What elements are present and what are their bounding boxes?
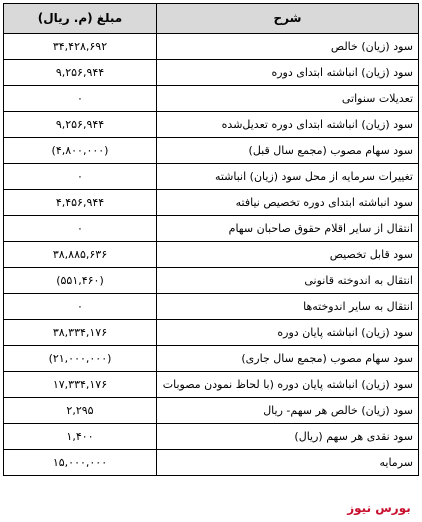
row-label: سود (زیان) انباشته ابتدای دوره تعدیل‌شده — [157, 112, 419, 138]
table-row — [4, 398, 419, 424]
table-row — [4, 346, 419, 372]
row-label: سود (زیان) انباشته ابتدای دوره — [157, 60, 419, 86]
row-value: (۲۱,۰۰۰,۰۰۰) — [4, 346, 157, 372]
table-row — [4, 242, 419, 268]
row-value: ۰ — [4, 294, 157, 320]
table-header-row — [4, 4, 419, 34]
row-value: (۵۵۱,۴۶۰) — [4, 268, 157, 294]
table-row — [4, 216, 419, 242]
row-value: ۳۸,۸۸۵,۶۳۶ — [4, 242, 157, 268]
table-row — [4, 138, 419, 164]
table-row — [4, 34, 419, 60]
row-value: ۱۷,۳۳۴,۱۷۶ — [4, 372, 157, 398]
table-row — [4, 372, 419, 398]
row-value: ۰ — [4, 216, 157, 242]
row-label: سرمایه — [157, 450, 419, 476]
row-value: ۴,۴۵۶,۹۴۴ — [4, 190, 157, 216]
row-value: ۹,۲۵۶,۹۴۴ — [4, 112, 157, 138]
table-row — [4, 320, 419, 346]
row-value: ۳۴,۴۲۸,۶۹۲ — [4, 34, 157, 60]
row-label: انتقال از سایر اقلام حقوق صاحبان سهام — [157, 216, 419, 242]
row-value: ۳۸,۳۳۴,۱۷۶ — [4, 320, 157, 346]
table-row — [4, 450, 419, 476]
row-label: انتقال به اندوخته قانونی — [157, 268, 419, 294]
row-label: تغییرات سرمایه از محل سود (زیان) انباشته — [157, 164, 419, 190]
row-label: انتقال به سایر اندوخته‌ها — [157, 294, 419, 320]
table-row — [4, 112, 419, 138]
row-value: (۴,۸۰۰,۰۰۰) — [4, 138, 157, 164]
row-value: ۰ — [4, 86, 157, 112]
table-row — [4, 60, 419, 86]
header-description: شرح — [157, 4, 419, 34]
profit-distribution-table — [3, 3, 419, 476]
row-label: سود انباشته ابتدای دوره تخصیص نیافته — [157, 190, 419, 216]
table-row — [4, 294, 419, 320]
row-label: سود نقدی هر سهم (ریال) — [157, 424, 419, 450]
row-label: سود (زیان) خالص — [157, 34, 419, 60]
table-row — [4, 268, 419, 294]
row-value: ۱,۴۰۰ — [4, 424, 157, 450]
table-row — [4, 424, 419, 450]
table-row — [4, 164, 419, 190]
row-value: ۱۵,۰۰۰,۰۰۰ — [4, 450, 157, 476]
news-watermark: بورس نیوز — [338, 498, 420, 518]
row-label: سود سهام مصوب (مجمع سال جاری) — [157, 346, 419, 372]
table-row — [4, 86, 419, 112]
table-row — [4, 190, 419, 216]
row-label: سود (زیان) خالص هر سهم- ریال — [157, 398, 419, 424]
row-label: سود سهام مصوب (مجمع سال قبل) — [157, 138, 419, 164]
header-amount: مبلغ (م. ریال) — [4, 4, 157, 34]
row-label: سود (زیان) انباشته پایان دوره (با لحاظ نمودن مصوبات — [157, 372, 419, 398]
row-label: تعدیلات سنواتی — [157, 86, 419, 112]
row-value: ۲,۲۹۵ — [4, 398, 157, 424]
row-label: سود قابل تخصیص — [157, 242, 419, 268]
financial-table-container — [3, 3, 418, 476]
row-label: سود (زیان) انباشته پایان دوره — [157, 320, 419, 346]
row-value: ۹,۲۵۶,۹۴۴ — [4, 60, 157, 86]
row-value: ۰ — [4, 164, 157, 190]
